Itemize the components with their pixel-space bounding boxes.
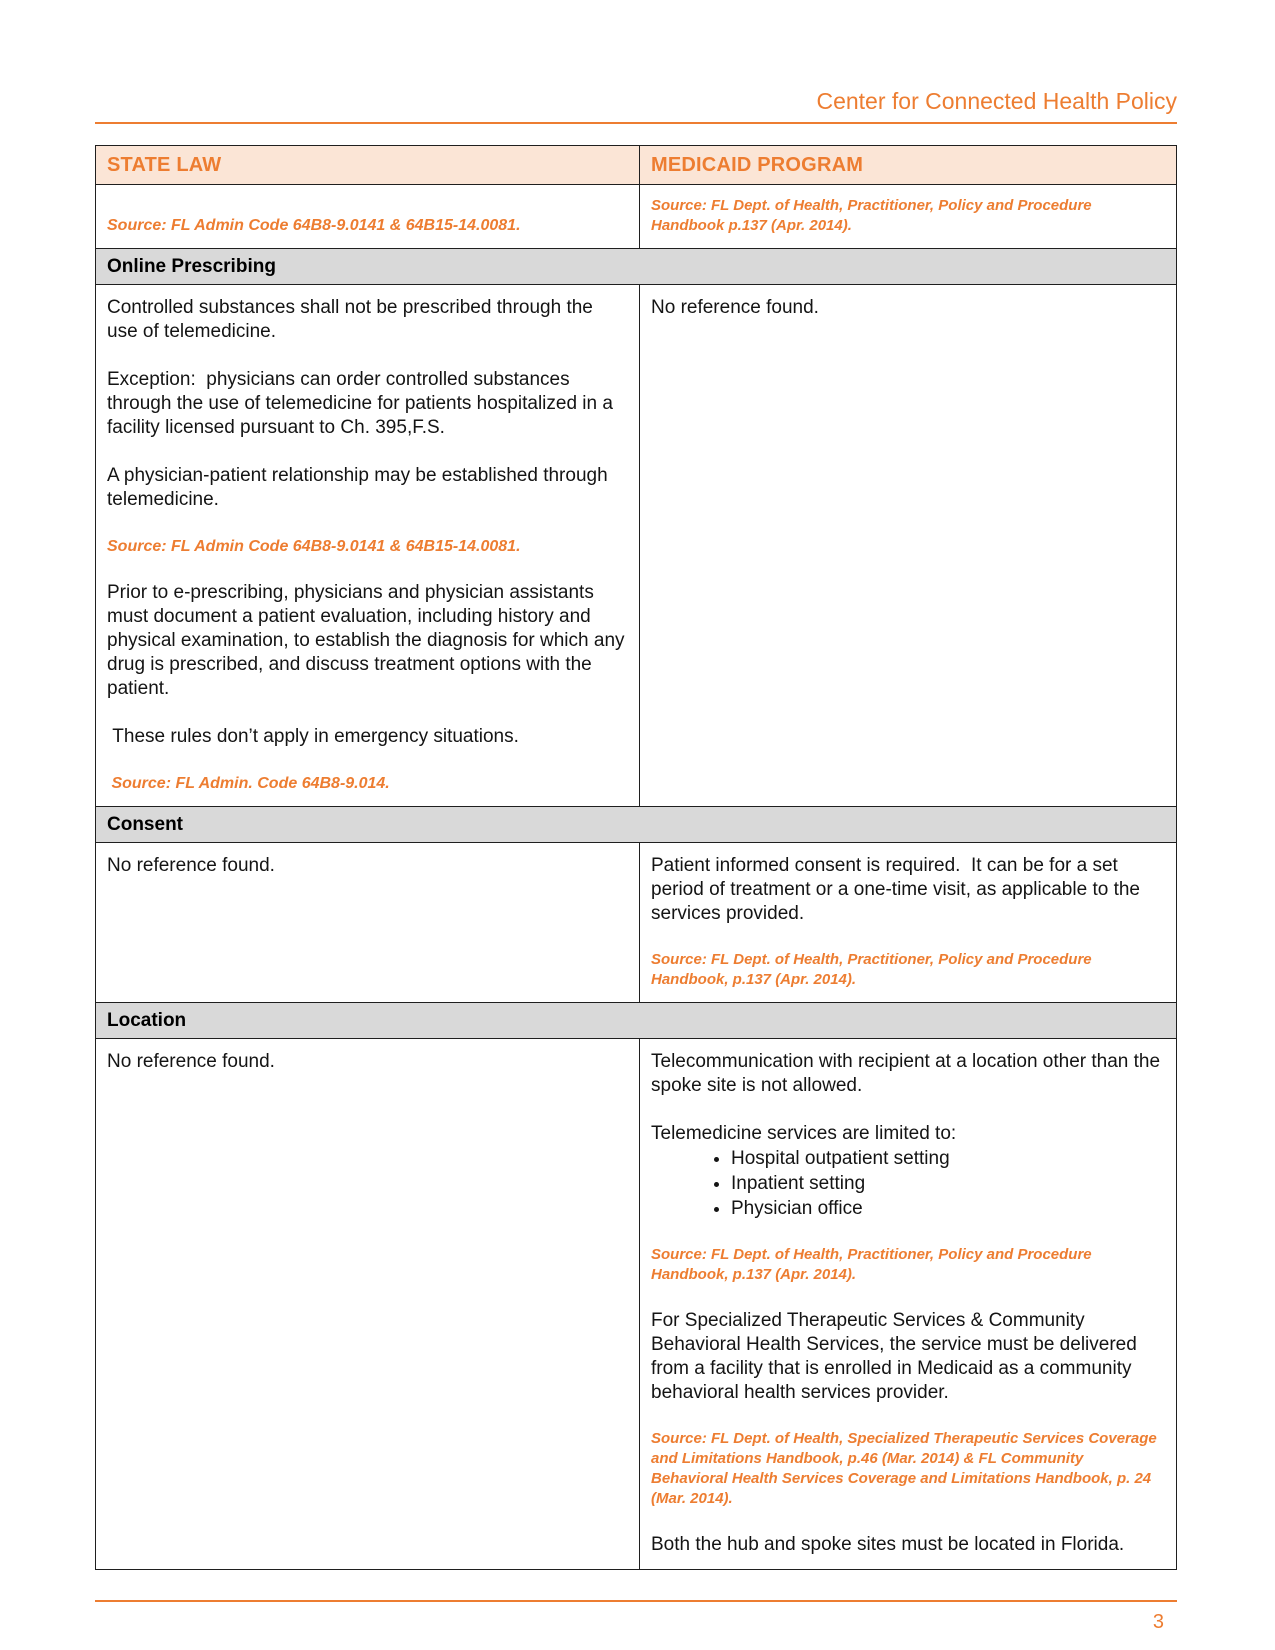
paragraph: Telecommunication with recipient at a location other than the spoke site is not allowed.	[651, 1051, 1166, 1096]
column-header-medicaid-program: MEDICAID PROGRAM	[639, 146, 1176, 184]
page-number: 3	[1152, 1611, 1164, 1633]
source-citation: Source: FL Dept. of Health, Practitioner, Policy and Procedure Handbook, p.137 (Apr. 2014).	[651, 951, 1096, 988]
source-citation: Source: FL Dept. of Health, Practitioner, Policy and Procedure Handbook, p.137 (Apr. 2014).	[651, 1246, 1096, 1283]
section-header-consent: Consent	[96, 806, 1176, 842]
source-citation: Source: FL Admin. Code 64B8-9.014.	[107, 775, 390, 792]
source-citation: Source: FL Admin Code 64B8-9.0141 & 64B15-14.0081.	[107, 538, 521, 555]
state-law-cell	[96, 843, 639, 1002]
page-title: Center for Connected Health Policy	[95, 88, 1177, 124]
medicaid-cell	[639, 185, 1176, 248]
bullet-item: • Inpatient setting	[731, 1171, 1164, 1196]
paragraph: Controlled substances shall not be prescribed through the use of telemedicine.	[107, 297, 599, 342]
state-law-cell	[96, 185, 639, 248]
list-lead: Telemedicine services are limited to:	[651, 1123, 957, 1144]
paragraph: No reference found.	[107, 1051, 275, 1072]
source-citation: Source: FL Dept. of Health, Specialized Therapeutic Services Coverage and Limitations Handbook, p.46 (Mar. 2014) & FL Community Behavioral Health Services Coverage and Limitations Handbook, p. 24 (Mar. 2014).	[651, 1430, 1161, 1507]
medicaid-cell	[639, 1039, 1176, 1569]
source-citation: Source: FL Admin Code 64B8-9.0141 & 64B15-14.0081.	[107, 217, 521, 234]
paragraph: No reference found.	[107, 855, 275, 876]
section-header-location: Location	[96, 1002, 1176, 1038]
table-row	[96, 284, 1176, 806]
paragraph: Exception: physicians can order controlled substances through the use of telemedicine for patients hospitalized in a facility licensed pursuant to Ch. 395,F.S.	[107, 369, 619, 438]
table-header-row	[96, 146, 1176, 184]
source-citation: Source: FL Dept. of Health, Practitioner, Policy and Procedure Handbook p.137 (Apr. 2014).	[651, 197, 1096, 234]
table-row	[96, 1038, 1176, 1569]
bullet-item: • Hospital outpatient setting	[731, 1146, 1164, 1171]
section-header-online-prescribing: Online Prescribing	[96, 248, 1176, 284]
state-law-cell	[96, 1039, 639, 1569]
paragraph: These rules don’t apply in emergency situations.	[107, 726, 519, 747]
paragraph: No reference found.	[651, 297, 819, 318]
table-row	[96, 842, 1176, 1002]
paragraph: Prior to e-prescribing, physicians and physician assistants must document a patient evaluation, including history and physical examination, to establish the diagnosis for which any drug is prescribed, and discuss treatment options with the patient.	[107, 582, 630, 699]
medicaid-cell	[639, 843, 1176, 1002]
paragraph: Both the hub and spoke sites must be located in Florida.	[651, 1534, 1125, 1555]
medicaid-cell	[639, 285, 1176, 806]
paragraph: For Specialized Therapeutic Services & Community Behavioral Health Services, the service must be delivered from a facility that is enrolled in Medicaid as a community behavioral health services provider.	[651, 1310, 1143, 1403]
bullet-item: • Physician office	[731, 1196, 1164, 1221]
page-footer	[95, 1600, 1177, 1634]
state-law-cell	[96, 285, 639, 806]
policy-comparison-table	[95, 145, 1177, 1570]
column-header-state-law: STATE LAW	[107, 154, 222, 176]
table-row-sources	[96, 184, 1176, 248]
paragraph: Patient informed consent is required. It can be for a set period of treatment or a one-time visit, as applicable to the services provided.	[651, 855, 1146, 924]
paragraph: A physician-patient relationship may be established through telemedicine.	[107, 465, 613, 510]
bullet-list	[651, 1146, 1164, 1221]
